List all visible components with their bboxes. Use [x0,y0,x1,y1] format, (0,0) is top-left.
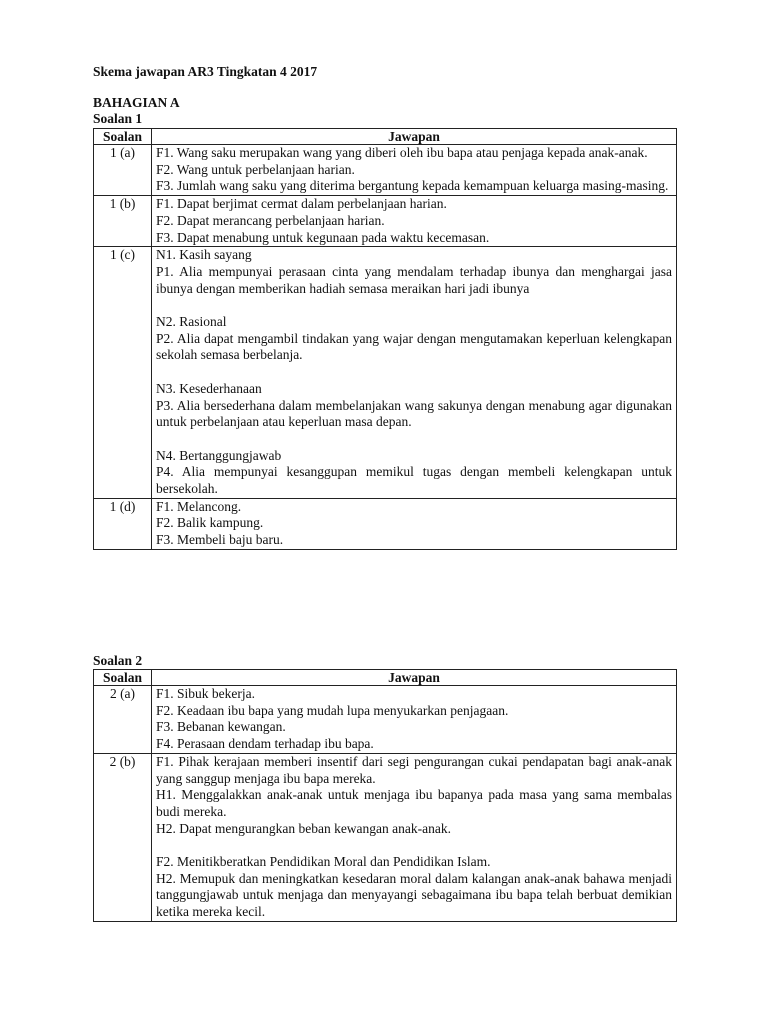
question-2-heading: Soalan 2 [93,653,143,668]
answer-line: F3. Bebanan kewangan. [156,719,286,735]
table-row [94,196,677,247]
soalan-column-header: Soalan [94,129,152,145]
answer-line: P1. Alia mempunyai perasaan cinta yang mendalam terhadap ibunya dan menghargai jasa ibunya dengan memberikan hadiah semasa meraikan hari jadi ibunya [156,263,672,296]
question-2-table [93,669,677,922]
question-number: 2 (b) [94,753,152,921]
answer-line: N2. Rasional [156,314,227,330]
section-heading: BAHAGIAN A [93,95,180,110]
question-1-heading: Soalan 1 [93,111,143,126]
question-number: 1 (a) [94,145,152,196]
answer-line: N4. Bertanggungjawab [156,447,282,463]
table-header-row [94,129,677,145]
answer-line: H2. Memupuk dan meningkatkan kesedaran moral dalam kalangan anak-anak bahawa menjadi tanggungjawab untuk menjaga dan menyayangi sebagaimana ibu bapa telah berbuat demikian ketika mereka kecil. [156,870,672,920]
answer-line: F1. Melancong. [156,498,242,514]
answer-line: F3. Jumlah wang saku yang diterima bergantung kepada kemampuan keluarga masing-masing. [156,178,669,194]
answer-line: F1. Pihak kerajaan memberi insentif dari segi pengurangan cukai pendapatan bagi anak-anak yang sanggup menjaga ibu bapa mereka. [156,753,672,786]
soalan-column-header: Soalan [94,670,152,686]
table-row [94,247,677,499]
blank-line [156,431,672,448]
blank-line [156,837,672,854]
answer-line: F1. Dapat berjimat cermat dalam perbelanjaan harian. [156,196,447,212]
question-number: 1 (b) [94,196,152,247]
blank-line [156,364,672,381]
answer-line: F3. Dapat menabung untuk kegunaan pada waktu kecemasan. [156,229,490,245]
table-header-row [94,670,677,686]
answer-line: H2. Dapat mengurangkan beban kewangan anak-anak. [156,820,452,836]
answer-line: P4. Alia mempunyai kesanggupan memikul tugas dengan membeli kelengkapan untuk bersekolah. [156,464,672,497]
answer-cell [152,498,677,549]
answer-cell [152,753,677,921]
question-1-rows [94,145,677,550]
answer-line: P3. Alia bersederhana dalam membelanjakan wang sakunya dengan menabung agar digunakan untuk perbelanjaan atau keperluan masa depan. [156,397,672,430]
answer-line: F4. Perasaan dendam terhadap ibu bapa. [156,736,374,752]
answer-cell [152,196,677,247]
answer-line: F2. Dapat merancang perbelanjaan harian. [156,212,385,228]
answer-line: N1. Kasih sayang [156,247,252,263]
answer-line: F3. Membeli baju baru. [156,532,284,548]
answer-cell [152,686,677,754]
table-row [94,145,677,196]
table-row [94,753,677,921]
answer-line: F2. Menitikberatkan Pendidikan Moral dan Pendidikan Islam. [156,854,491,870]
answer-cell [152,145,677,196]
answer-line: F2. Wang untuk perbelanjaan harian. [156,161,355,177]
question-number: 1 (d) [94,498,152,549]
jawapan-column-header: Jawapan [152,129,677,145]
answer-line: F1. Sibuk bekerja. [156,686,255,701]
answer-cell [152,247,677,499]
answer-line: H1. Menggalakkan anak-anak untuk menjaga ibu bapanya pada masa yang sama membalas budi mereka. [156,787,672,819]
question-2-rows [94,686,677,922]
blank-line [156,297,672,314]
jawapan-column-header: Jawapan [152,670,677,686]
question-1-table [93,128,677,550]
answer-line: N3. Kesederhanaan [156,380,262,396]
table-row [94,686,677,754]
answer-line: P2. Alia dapat mengambil tindakan yang wajar dengan mengutamakan keperluan kelengkapan sekolah semasa berbelanja. [156,330,672,363]
document-title: Skema jawapan AR3 Tingkatan 4 2017 [93,64,318,79]
question-number: 1 (c) [94,247,152,499]
answer-line: F1. Wang saku merupakan wang yang diberi oleh ibu bapa atau penjaga kepada anak-anak. [156,145,648,160]
table-row [94,498,677,549]
answer-line: F2. Keadaan ibu bapa yang mudah lupa menyukarkan penjagaan. [156,702,509,718]
question-number: 2 (a) [94,686,152,754]
answer-line: F2. Balik kampung. [156,515,264,531]
